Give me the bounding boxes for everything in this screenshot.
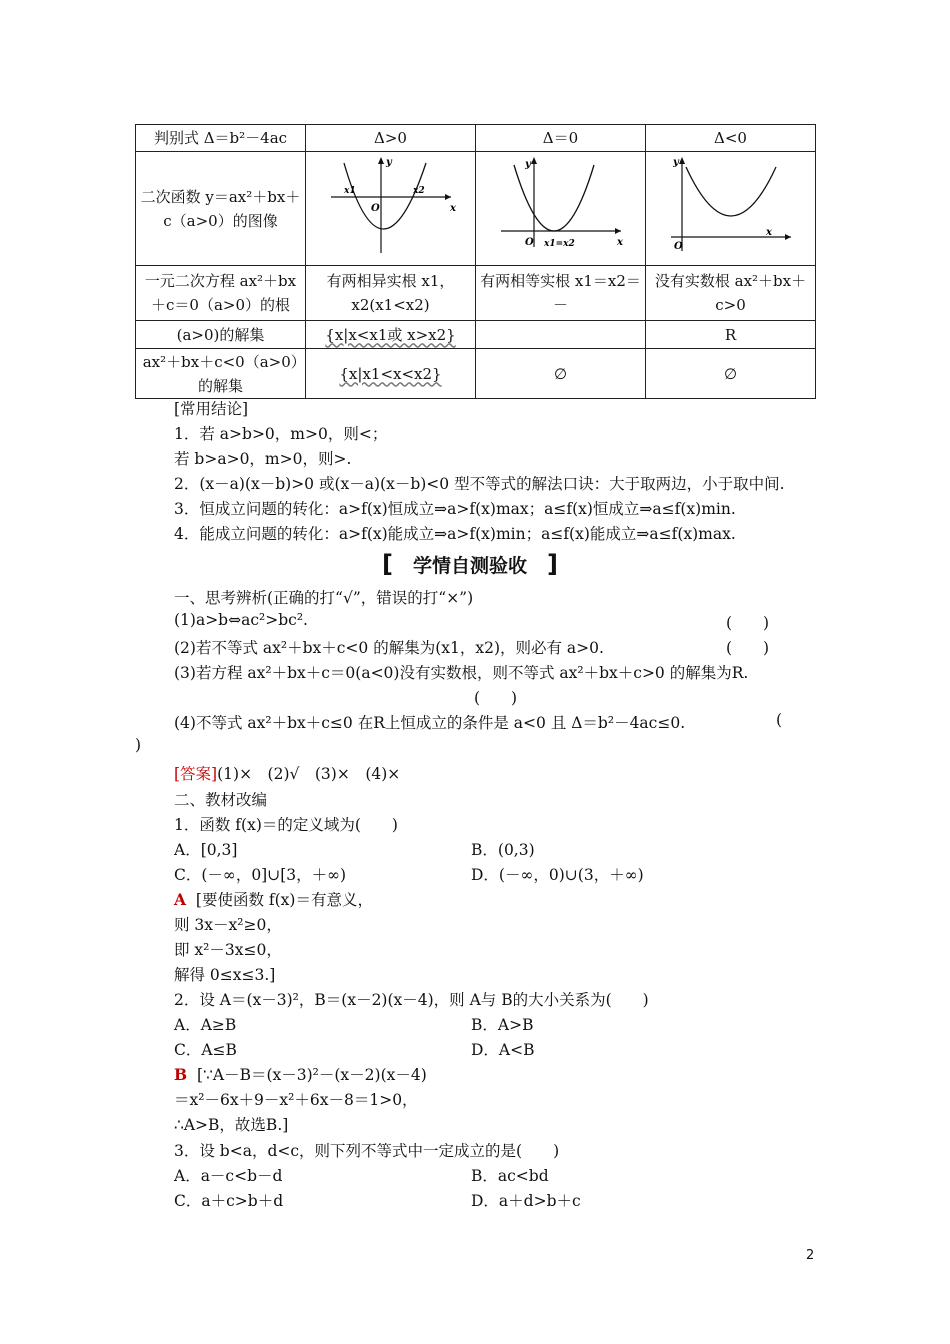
solution-set-text: {x|x<x1或 x>x2} — [325, 325, 456, 344]
solution-line: ＝x²－6x＋9－x²＋6x－8＝1>0， — [174, 1091, 418, 1109]
graph-label: x1 — [343, 186, 356, 196]
part2-title: 二、教材改编 — [174, 791, 268, 809]
discriminant-table — [135, 124, 816, 399]
table-cell: 有两相等实根 x1＝x2＝－ — [476, 266, 646, 321]
table-cell: Δ<0 — [646, 125, 816, 152]
solution-line: ∴A>B，故选B.] — [174, 1116, 289, 1134]
table-cell: 判别式 Δ＝b²－4ac — [136, 125, 306, 152]
answer-paren: ( ) — [726, 639, 770, 657]
table-solution-gt-row — [136, 321, 816, 349]
answer-text: (1)× (2)√ (3)× (4)× — [217, 765, 401, 783]
table-cell: 二次函数 y＝ax²＋bx＋c（a>0）的图像 — [136, 152, 306, 266]
solution-line: 即 x²－3x≤0， — [174, 941, 282, 959]
answer-paren: ( ) — [474, 689, 518, 707]
answer-letter: A — [174, 890, 187, 909]
conclusion-line: 3．恒成立问题的转化：a>f(x)恒成立⇒a>f(x)max；a≤f(x)恒成立⇒a≤f(x)min. — [174, 500, 736, 518]
option-a: A．[0,3] — [174, 841, 238, 859]
table-cell — [306, 321, 476, 349]
solution-line: 则 3x－x²≥0， — [174, 916, 282, 934]
answer-letter: B — [174, 1065, 188, 1084]
table-cell: 没有实数根 ax²＋bx＋c>0 — [646, 266, 816, 321]
solution-set-text: {x|x1<x<x2} — [339, 364, 442, 383]
answer-paren: ( ) — [726, 614, 770, 632]
part1-title: 一、思考辨析(正确的打“√”，错误的打“×”) — [174, 589, 474, 607]
option-a: A．A≥B — [174, 1016, 237, 1034]
table-cell: Δ＝0 — [476, 125, 646, 152]
conclusions-title: [常用结论] — [174, 400, 249, 418]
graph-label: x — [765, 227, 772, 238]
table-solution-lt-row — [136, 349, 816, 399]
conclusion-line: 若 b>a>0，m>0，则>. — [174, 450, 352, 468]
table-cell: 一元二次方程 ax²＋bx＋c＝0（a>0）的根 — [136, 266, 306, 321]
parabola-no-root-graph — [666, 155, 796, 255]
parabola-two-roots-graph — [326, 155, 456, 255]
question-text: 3．设 b<a，d<c，则下列不等式中一定成立的是( ) — [174, 1142, 560, 1160]
graph-label: x — [449, 203, 456, 214]
answer-tag: [答案] — [174, 765, 218, 783]
conclusion-line: 4．能成立问题的转化：a>f(x)能成立⇒a>f(x)min；a≤f(x)能成立⇒a≤f(x)max. — [174, 525, 736, 543]
page-number: 2 — [806, 1248, 815, 1263]
solution-text: [∵A－B＝(x－3)²－(x－2)(x－4) — [196, 1066, 427, 1084]
option-c: C．a＋c>b＋d — [174, 1192, 284, 1210]
question-text: (2)若不等式 ax²＋bx＋c<0 的解集为(x1，x2)，则必有 a>0. — [174, 639, 604, 657]
graph-label: O — [370, 203, 380, 214]
graph-label: x2 — [412, 186, 425, 196]
option-c: C．(－∞，0]∪[3，＋∞) — [174, 866, 347, 884]
table-cell: R — [646, 321, 816, 349]
table-cell: Δ>0 — [306, 125, 476, 152]
option-b: B．ac<bd — [471, 1167, 549, 1185]
option-a: A．a－c<b－d — [174, 1167, 283, 1185]
option-d: D．a＋d>b＋c — [471, 1192, 581, 1210]
graph-cell-no-root — [646, 152, 816, 266]
solution-line — [174, 888, 373, 910]
option-d: D．(－∞，0)∪(3，＋∞) — [471, 866, 644, 884]
graph-label: x1=x2 — [543, 239, 575, 249]
graph-label: y — [385, 157, 392, 168]
table-cell: 有两相异实根 x1，x2(x1<x2) — [306, 266, 476, 321]
question-text: 1．函数 f(x)＝的定义域为( ) — [174, 816, 398, 834]
graph-label: y — [524, 159, 531, 170]
question-text: (4)不等式 ax²＋bx＋c≤0 在R上恒成立的条件是 a<0 且 Δ＝b²－4ac≤0. — [174, 714, 686, 732]
option-c: C．A≤B — [174, 1041, 237, 1059]
conclusion-line: 1．若 a>b>0，m>0，则<； — [174, 425, 388, 443]
graph-cell-one-root — [476, 152, 646, 266]
graph-label: y — [672, 157, 679, 168]
table-cell: ∅ — [476, 349, 646, 399]
table-cell — [476, 321, 646, 349]
option-b: B．(0,3) — [471, 841, 535, 859]
parabola-one-root-graph — [496, 155, 626, 255]
graph-label: O — [673, 241, 683, 252]
answer-line — [174, 762, 400, 784]
section-header: [ 学情自测验收 ] — [380, 553, 560, 579]
solution-line: 解得 0≤x≤3.] — [174, 966, 276, 984]
table-cell — [306, 349, 476, 399]
table-cell: ax²＋bx＋c<0（a>0）的解集 — [136, 349, 306, 399]
conclusion-line: 2．(x－a)(x－b)>0 或(x－a)(x－b)<0 型不等式的解法口诀：大于取两边，小于取中间. — [174, 475, 785, 493]
table-header-row — [136, 125, 816, 152]
option-b: B．A>B — [471, 1016, 534, 1034]
question-text: (1)a>b⇔ac²>bc². — [174, 611, 308, 629]
graph-cell-two-roots — [306, 152, 476, 266]
table-cell: ∅ — [646, 349, 816, 399]
table-graph-row — [136, 152, 816, 266]
answer-paren-open: ( — [776, 711, 783, 729]
graph-label: x — [616, 237, 623, 248]
solution-line — [174, 1063, 427, 1085]
table-roots-row — [136, 266, 816, 321]
table-cell: (a>0)的解集 — [136, 321, 306, 349]
option-d: D．A<B — [471, 1041, 535, 1059]
answer-paren-close: ) — [135, 736, 142, 754]
solution-text: [要使函数 f(x)＝有意义， — [195, 891, 373, 909]
question-text: (3)若方程 ax²＋bx＋c＝0(a<0)没有实数根，则不等式 ax²＋bx＋c>0 的解集为R. — [174, 664, 749, 682]
question-text: 2．设 A＝(x－3)²，B＝(x－2)(x－4)，则 A与 B的大小关系为( ) — [174, 991, 649, 1009]
graph-label: O — [524, 237, 534, 248]
